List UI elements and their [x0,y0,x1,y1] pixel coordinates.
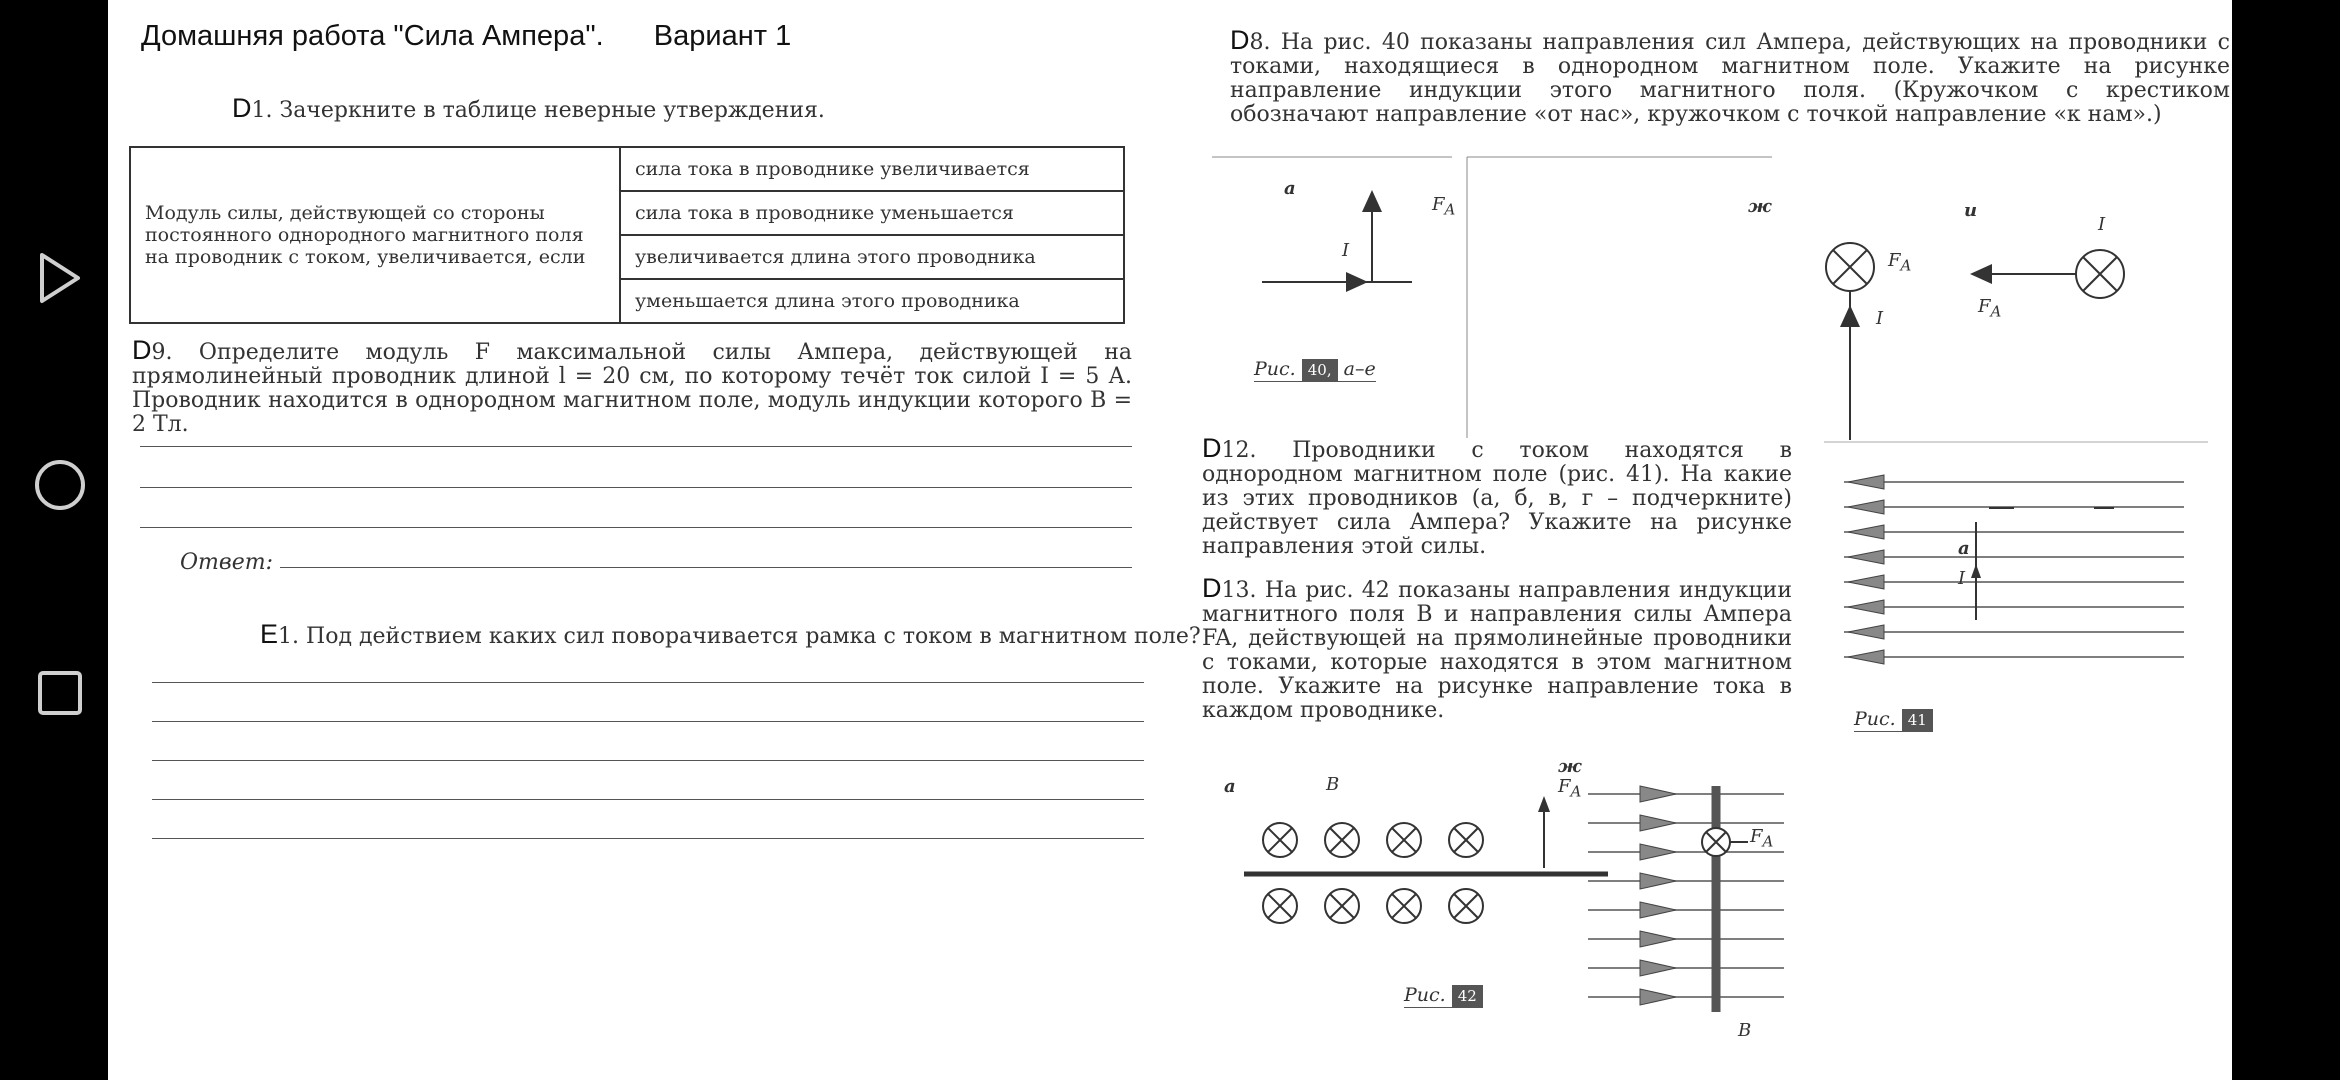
table-row[interactable]: уменьшается длина этого проводника [620,279,1124,323]
task-d12 [1202,433,1792,559]
force-subscript: A [1444,200,1456,219]
force-label [1750,826,1773,851]
current-label-zh: I [1876,308,1884,329]
field-lines [1844,475,2184,664]
task-d1-number: 1. [251,98,273,123]
figure-40-label-a: а [1284,178,1296,199]
task-d8-number: 8. [1249,30,1271,55]
field-lines [1588,786,1784,1005]
figure-42-label-zh: ж [1558,756,1582,777]
answer-line[interactable] [152,721,1144,722]
figure-40 [1212,152,2212,442]
task-e1-letter: E [260,619,279,649]
answer-line[interactable] [152,682,1144,683]
task-e1-text: Под действием каких сил поворачивается рамка с током в магнитном поле? [306,624,1201,649]
answer-line[interactable] [152,799,1144,800]
field-arrowhead [1848,625,1884,639]
table-row[interactable]: сила тока в проводнике увеличивается [620,147,1124,191]
field-arrowhead [1640,989,1676,1005]
document-page [108,0,2232,1080]
force-subscript: A [1900,256,1912,275]
figure-42-zh-drawing [1548,756,1828,1046]
answer-line[interactable] [280,567,1132,568]
force-symbol: F [1978,296,1991,317]
variant-label: Вариант [653,20,768,52]
figure-42-label-a: а [1224,776,1236,797]
answer-line[interactable] [140,487,1132,488]
triangle-back-icon [37,251,83,305]
task-d8-letter: D [1230,25,1250,55]
current-label: I [1958,568,1966,589]
force-symbol: F [1750,826,1763,847]
field-arrowhead [1848,475,1884,489]
current-label-i: I [2098,214,2106,235]
answer-line[interactable] [152,838,1144,839]
task-d13-letter: D [1202,573,1222,603]
field-arrowhead [1848,650,1884,664]
force-label-i [1978,296,2001,321]
answer-label: Ответ: [180,550,273,575]
figure-41-label-a: а [1958,538,1970,559]
task-d12-text: Проводники с током находятся в однородном магнитном поле (рис. 41). На какие из этих проводников (а, б, в, г – подчеркните) действует сила Ампера? Укажите на рисунке направления этой силы. [1202,438,1792,559]
force-subscript: A [1990,302,2002,321]
task-d9-letter: D [132,335,152,365]
caption-prefix: Рис. [1404,984,1446,1006]
back-button[interactable] [30,248,90,308]
field-arrowhead [1640,815,1676,831]
caption-number-badge: 40, [1302,359,1338,381]
task-d9-text: Определите модуль F максимальной силы Ампера, действующей на прямолинейный проводник длиной l = 20 см, по которому течёт ток силой I = 5 А. Проводник находится в однородном магнитном поле, модуль индукции которого B = 2 Тл. [132,340,1133,437]
caption-suffix: а–е [1343,358,1376,380]
figure-41-drawing [1824,440,2208,740]
field-arrowhead [1848,550,1884,564]
task-d12-number: 12. [1221,438,1257,463]
figure-40-label-zh: ж [1748,196,1772,217]
caption-prefix: Рис. [1254,358,1296,380]
force-symbol: F [1558,776,1571,797]
figure-40-label-i: и [1964,200,1978,221]
field-arrowhead [1848,575,1884,589]
field-arrowhead [1640,931,1676,947]
circle-home-icon [32,457,88,513]
table-left-cell: Модуль силы, действующей со стороны постоянного однородного магнитного поля на проводник с током, увеличивается, если [130,147,620,323]
force-label-a [1432,194,1455,219]
task-d9 [132,335,1133,437]
recents-button[interactable] [30,663,90,723]
field-arrowhead [1640,786,1676,802]
answer-line[interactable] [152,760,1144,761]
figure-42-zh [1548,756,1828,1056]
task-d1 [232,93,825,123]
figure-41-caption [1854,708,1933,732]
field-label: B [1738,1020,1752,1041]
figure-41 [1824,440,2208,740]
force-subscript: A [1570,782,1582,801]
square-recents-icon [35,668,85,718]
task-d9-number: 9. [151,340,173,365]
task-d13 [1202,573,1793,723]
document-title [141,20,791,53]
answer-line[interactable] [140,446,1132,447]
force-symbol: F [1888,250,1901,271]
task-d13-text: На рис. 42 показаны направления индукции магнитного поля B и направления силы Ампера FA, действующей на прямолинейные проводники с токами, которые находятся в этом магнитном поле. Укажите на рисунке направление тока в каждом проводнике. [1202,578,1793,723]
field-arrowhead [1848,525,1884,539]
figure-42-caption [1404,984,1483,1008]
task-d8-text: На рис. 40 показаны направления сил Ампера, действующих на проводники с токами, находящиеся в однородном магнитном поле. Укажите на рисунке направление индукции этого магнитного поля. (Кружочком с крестиком обозначают направление «от нас», кружочком с точкой направление «к нам».) [1230,30,2231,127]
current-label-a: I [1342,240,1350,261]
field-arrowhead [1640,873,1676,889]
table-row[interactable]: увеличивается длина этого проводника [620,235,1124,279]
force-symbol: F [1432,194,1445,215]
task-d1-text: Зачеркните в таблице неверные утверждения. [279,98,825,123]
task-d13-number: 13. [1221,578,1257,603]
force-label-zh [1888,250,1911,275]
field-arrowhead [1640,902,1676,918]
field-arrowhead [1640,960,1676,976]
statements-table [129,146,1125,324]
figure-40-caption [1254,358,1376,382]
task-e1-number: 1. [278,624,300,649]
variant-number: 1 [775,20,792,52]
task-e1 [260,619,1201,649]
field-label: B [1326,774,1340,795]
caption-prefix: Рис. [1854,708,1896,730]
answer-line[interactable] [140,527,1132,528]
task-d1-letter: D [232,93,252,123]
title-text: Домашняя работа "Сила Ампера". [141,20,604,52]
navigation-bar [0,0,108,1080]
table-row[interactable]: сила тока в проводнике уменьшается [620,191,1124,235]
field-arrowhead [1848,500,1884,514]
field-arrowhead [1640,844,1676,860]
right-margin [2232,0,2340,1080]
caption-number-badge: 41 [1902,709,1933,731]
figure-40-drawing [1212,152,2212,442]
task-d12-letter: D [1202,433,1222,463]
home-button[interactable] [30,455,90,515]
task-d8 [1230,25,2231,127]
field-arrowhead [1848,600,1884,614]
caption-number-badge: 42 [1452,985,1483,1007]
force-subscript: A [1762,832,1774,851]
